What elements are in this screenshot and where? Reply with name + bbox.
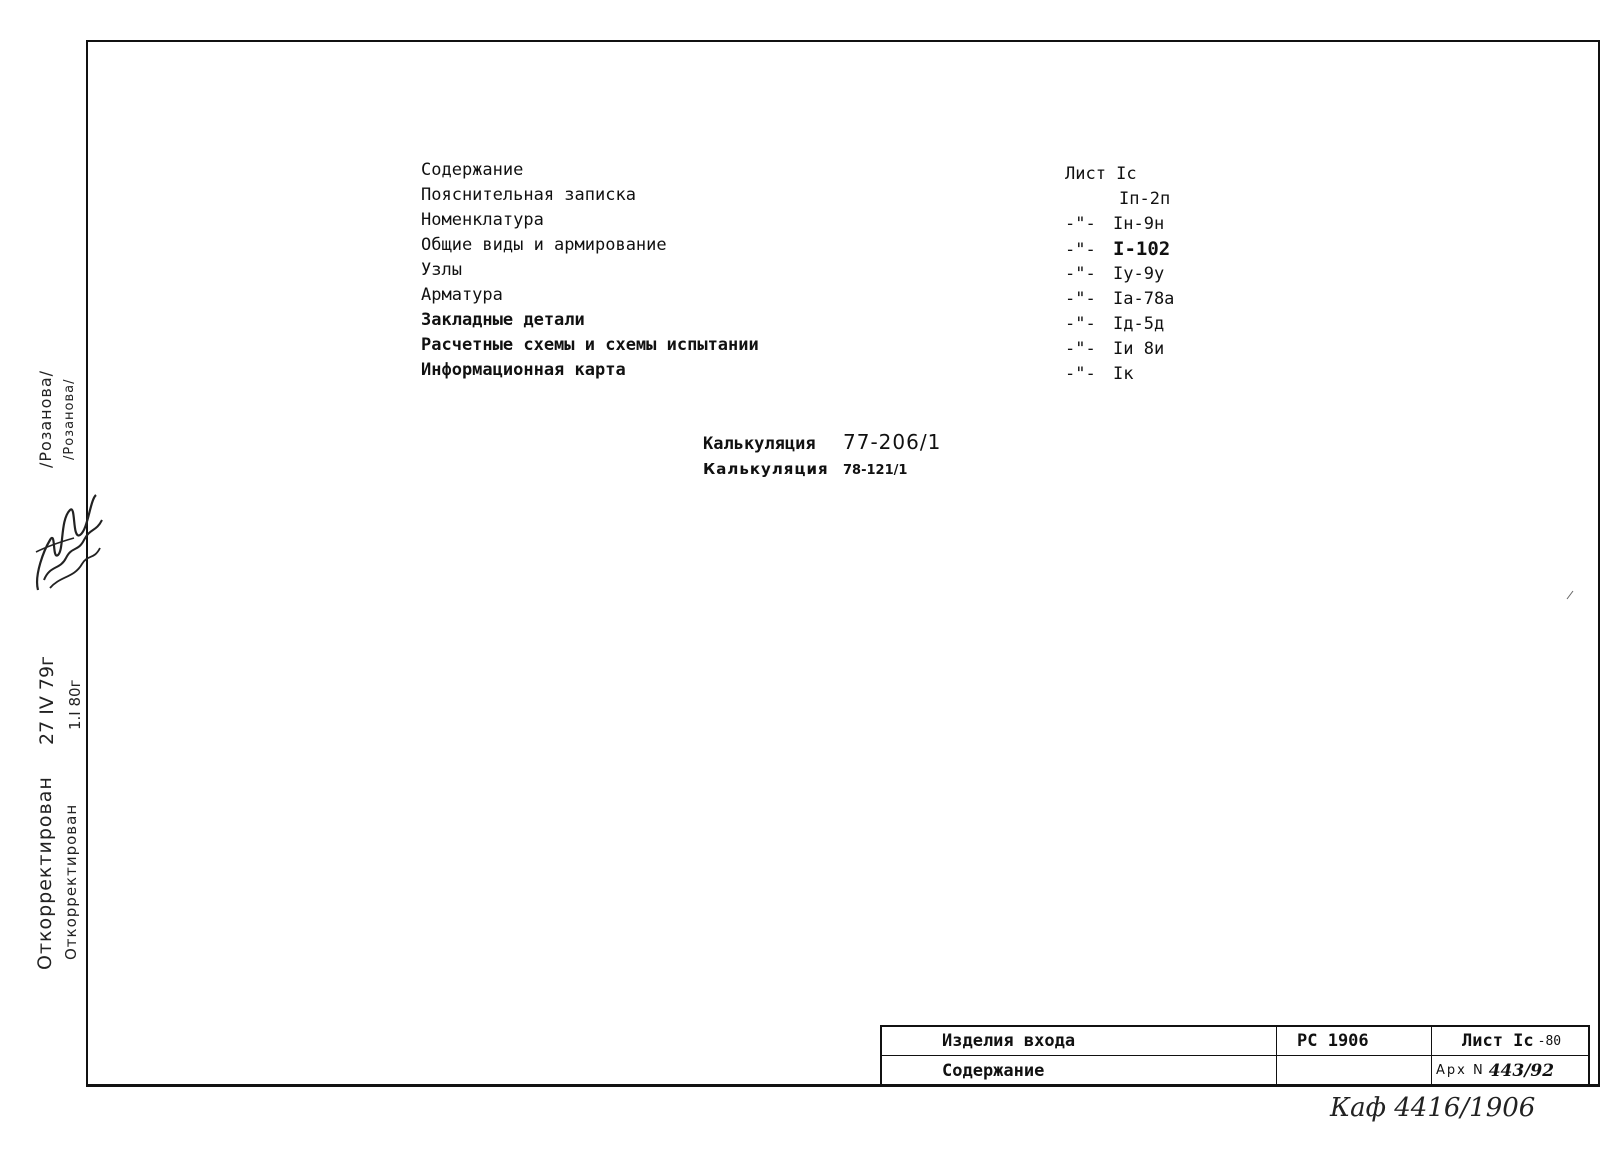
- toc-item-title: Номенклатура: [421, 210, 544, 230]
- toc-sheet-row: [1065, 187, 1174, 212]
- ditto-mark: -"-: [1065, 214, 1096, 234]
- ditto-mark: -"-: [1065, 364, 1096, 384]
- toc-item-title: Содержание: [421, 160, 524, 180]
- toc-sheet-row: [1065, 237, 1174, 262]
- toc-item-title: Закладные детали: [421, 310, 585, 330]
- toc-item-title: Пояснительная записка: [421, 185, 636, 205]
- title-block: [880, 1025, 1590, 1087]
- archive-number: 443/92: [1488, 1060, 1555, 1081]
- toc-sheet-ref: I-102: [1113, 238, 1171, 260]
- corrector-name: /Розанова/: [36, 369, 55, 468]
- sheet-suffix: -80: [1537, 1033, 1562, 1049]
- toc-item-title: Информационная карта: [421, 360, 626, 380]
- ditto-mark: -"-: [1065, 289, 1096, 309]
- calculation-label: Калькуляция: [703, 434, 816, 454]
- calculation-row: [703, 430, 941, 457]
- toc-sheet-row: [1065, 287, 1174, 312]
- title-block-empty: [1277, 1056, 1432, 1085]
- archive-prefix: Арх N: [1436, 1063, 1485, 1078]
- correction-date: 1.I 80г: [66, 679, 84, 730]
- ditto-mark: -"-: [1065, 264, 1096, 284]
- toc-sheet-row: [1065, 362, 1174, 387]
- toc-sheet-ref: Iа-78а: [1113, 289, 1175, 309]
- calculation-label: Калькуляция: [703, 460, 829, 478]
- toc-sheet-ref: Iп-2п: [1119, 189, 1171, 209]
- corrector-name: /Розанова/: [62, 378, 77, 460]
- toc-item-title: Арматура: [421, 285, 503, 305]
- toc-sheet-ref: Iу-9у: [1113, 264, 1165, 284]
- toc-sheet-ref: Iк: [1113, 364, 1134, 384]
- drawing-frame: [86, 40, 1600, 1087]
- toc-item-title: Расчетные схемы и схемы испытании: [421, 335, 759, 355]
- calculations-block: [703, 430, 941, 483]
- toc-sheet-row: [1065, 162, 1174, 187]
- toc-sheet-row: [1065, 312, 1174, 337]
- title-block-series: РС 1906: [1277, 1027, 1432, 1056]
- toc-titles: [421, 158, 759, 383]
- toc-sheet-ref: Iи 8и: [1113, 339, 1165, 359]
- signature-icon: [30, 480, 110, 600]
- inventory-note: Каф 4416/1906: [1330, 1093, 1536, 1123]
- title-block-archive: [1432, 1056, 1588, 1085]
- title-block-product: Изделия входа: [882, 1027, 1277, 1056]
- correction-date: 27 IV 79г: [36, 655, 58, 745]
- toc-sheet-row: [1065, 212, 1174, 237]
- title-block-contents: Содержание: [882, 1056, 1277, 1085]
- ditto-mark: -"-: [1065, 240, 1096, 260]
- correction-note: Откорректирован: [34, 776, 56, 970]
- toc-item-title: Общие виды и армирование: [421, 235, 667, 255]
- correction-note: Откорректирован: [62, 803, 80, 960]
- toc-sheet-row: [1065, 337, 1174, 362]
- calculation-number: 77-206/1: [843, 430, 942, 454]
- toc-sheet-row: [1065, 262, 1174, 287]
- stray-mark-icon: [1566, 590, 1574, 600]
- toc-sheets: [1065, 162, 1174, 387]
- toc-sheet-ref: Iн-9н: [1113, 214, 1165, 234]
- calculation-number: 78-121/1: [843, 463, 908, 478]
- sheet-label: Лист Iс: [1462, 1031, 1534, 1051]
- toc-sheet-ref: Лист Iс: [1065, 164, 1137, 184]
- toc-sheet-ref: Iд-5д: [1113, 314, 1165, 334]
- title-block-sheet: [1432, 1027, 1588, 1056]
- ditto-mark: -"-: [1065, 339, 1096, 359]
- toc-item-title: Узлы: [421, 260, 462, 280]
- ditto-mark: -"-: [1065, 314, 1096, 334]
- calculation-row: [703, 457, 941, 483]
